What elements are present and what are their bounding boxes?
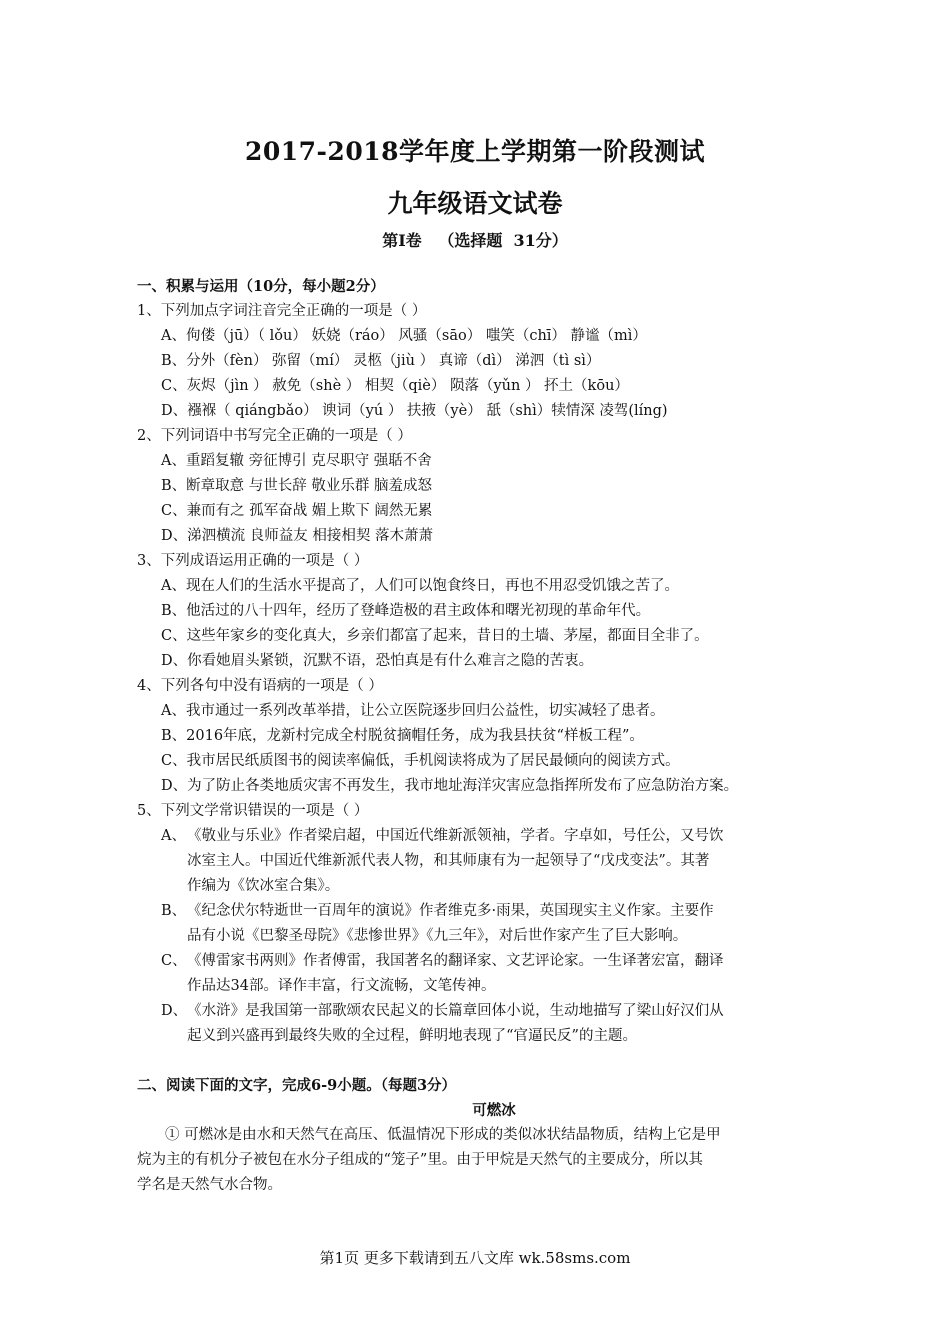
question-5-option-b	[137, 899, 827, 949]
section2-heading: 二、阅读下面的文字，完成6-9小题。（每题3分）	[137, 1077, 457, 1094]
option-line: 《纪念伏尔特逝世一百周年的演说》作者维克多·雨果，英国现实主义作家。主要作	[187, 903, 714, 919]
question-5-option-a	[137, 824, 827, 899]
question-1-stem: 1、下列加点字词注音完全正确的一项是（ ）	[137, 303, 427, 319]
option-line: 《水浒》是我国第一部歌颂农民起义的长篇章回体小说，生动地描写了梁山好汉们从	[187, 1003, 724, 1019]
article-paragraph-1	[137, 1123, 827, 1198]
option-text	[187, 899, 827, 949]
option-line: 品有小说《巴黎圣母院》《悲惨世界》《九三年》，对后世作家产生了巨大影响。	[187, 928, 688, 944]
paragraph-line: 学名是天然气水合物。	[137, 1177, 282, 1193]
paragraph-line: ① 可燃冰是由水和天然气在高压、低温情况下形成的类似冰状结晶物质，结构上它是甲	[165, 1127, 721, 1143]
option-line: 冰室主人。中国近代维新派代表人物，和其师康有为一起领导了“戊戌变法”。其著	[187, 853, 710, 869]
question-2-option-a: A、重蹈复辙 旁征博引 克尽职守 强聒不舍	[161, 453, 432, 469]
section1-heading: 一、积累与运用（10分，每小题2分）	[137, 278, 385, 295]
option-line: 起义到兴盛再到最终失败的全过程，鲜明地表现了“官逼民反”的主题。	[187, 1028, 637, 1044]
option-line: 《傅雷家书两则》作者傅雷，我国著名的翻译家、文艺评论家。一生译著宏富，翻译	[187, 953, 724, 969]
question-1-option-d: D、襁褓（ qiángbǎo） 谀词（yú ） 扶掖（yè） 舐（shì）犊情深 凌驾(líng)	[161, 403, 668, 419]
option-label: A、	[161, 828, 186, 844]
option-label: B、	[161, 903, 187, 919]
option-line: 作编为《饮冰室合集》。	[187, 878, 340, 894]
question-3-option-b: B、他活过的八十四年，经历了登峰造极的君主政体和曙光初现的革命年代。	[161, 603, 651, 619]
question-5-option-c	[137, 949, 827, 999]
question-3-option-a: A、现在人们的生活水平提高了，人们可以饱食终日，再也不用忍受饥饿之苦了。	[161, 578, 679, 594]
question-4-option-c: C、我市居民纸质图书的阅读率偏低，手机阅读将成为了居民最倾向的阅读方式。	[161, 753, 680, 769]
question-5-option-d	[137, 999, 827, 1049]
question-3-stem: 3、下列成语运用正确的一项是（ ）	[137, 553, 369, 569]
exam-content	[137, 274, 827, 1198]
question-2-option-c: C、兼而有之 孤军奋战 媚上欺下 阔然无累	[161, 503, 433, 519]
question-1-option-a: A、佝偻（jū）（ lǒu） 妖娆（ráo） 风骚（sāo） 嗤笑（chī） 静谧（mì）	[161, 328, 647, 344]
paragraph-line: 烷为主的有机分子被包在水分子组成的“笼子”里。由于甲烷是天然气的主要成分，所以其	[137, 1152, 703, 1168]
question-4-option-b: B、2016年底，龙新村完成全村脱贫摘帽任务，成为我县扶贫“样板工程”。	[161, 728, 644, 744]
exam-title: 2017-2018学年度上学期第一阶段测试	[244, 137, 706, 166]
question-4-option-a: A、我市通过一系列改革举措，让公立医院逐步回归公益性，切实减轻了患者。	[161, 703, 665, 719]
question-1-option-c: C、灰烬（jìn ） 赦免（shè ） 相契（qiè） 陨落（yǔn ） 抔土（kōu）	[161, 378, 629, 394]
part-heading: 第Ⅰ卷 （选择题 31分）	[382, 231, 568, 250]
page-footer: 第1页 更多下载请到五八文库 wk.58sms.com	[319, 1249, 631, 1267]
question-3-option-c: C、这些年家乡的变化真大，乡亲们都富了起来，昔日的土墙、茅屋，都面目全非了。	[161, 628, 709, 644]
question-2-option-d: D、涕泗横流 良师益友 相接相契 落木萧萧	[161, 528, 433, 544]
question-1-option-b: B、分外（fèn） 弥留（mí） 灵柩（jiù ） 真谛（dì） 涕泗（tì sì）	[161, 353, 601, 369]
question-2-stem: 2、下列词语中书写完全正确的一项是（ ）	[137, 428, 412, 444]
option-label: C、	[161, 953, 187, 969]
question-4-option-d: D、为了防止各类地质灾害不再发生，我市地址海洋灾害应急指挥所发布了应急防治方案。	[161, 778, 739, 794]
option-label: D、	[161, 1003, 188, 1019]
exam-subtitle: 九年级语文试卷	[387, 189, 563, 218]
option-line: 《敬业与乐业》作者梁启超，中国近代维新派领袖，学者。字卓如，号任公，又号饮	[187, 828, 724, 844]
question-5-stem: 5、下列文学常识错误的一项是（ ）	[137, 803, 369, 819]
question-2-option-b: B、断章取意 与世长辞 敬业乐群 脑羞成怒	[161, 478, 432, 494]
option-text	[187, 824, 827, 899]
article-title: 可燃冰	[472, 1102, 516, 1119]
option-line: 作品达34部。译作丰富，行文流畅，文笔传神。	[187, 978, 496, 994]
question-3-option-d: D、你看她眉头紧锁，沉默不语，恐怕真是有什么难言之隐的苦衷。	[161, 653, 594, 669]
option-text	[187, 999, 827, 1049]
option-text	[187, 949, 827, 999]
question-4-stem: 4、下列各句中没有语病的一项是（ ）	[137, 678, 383, 694]
